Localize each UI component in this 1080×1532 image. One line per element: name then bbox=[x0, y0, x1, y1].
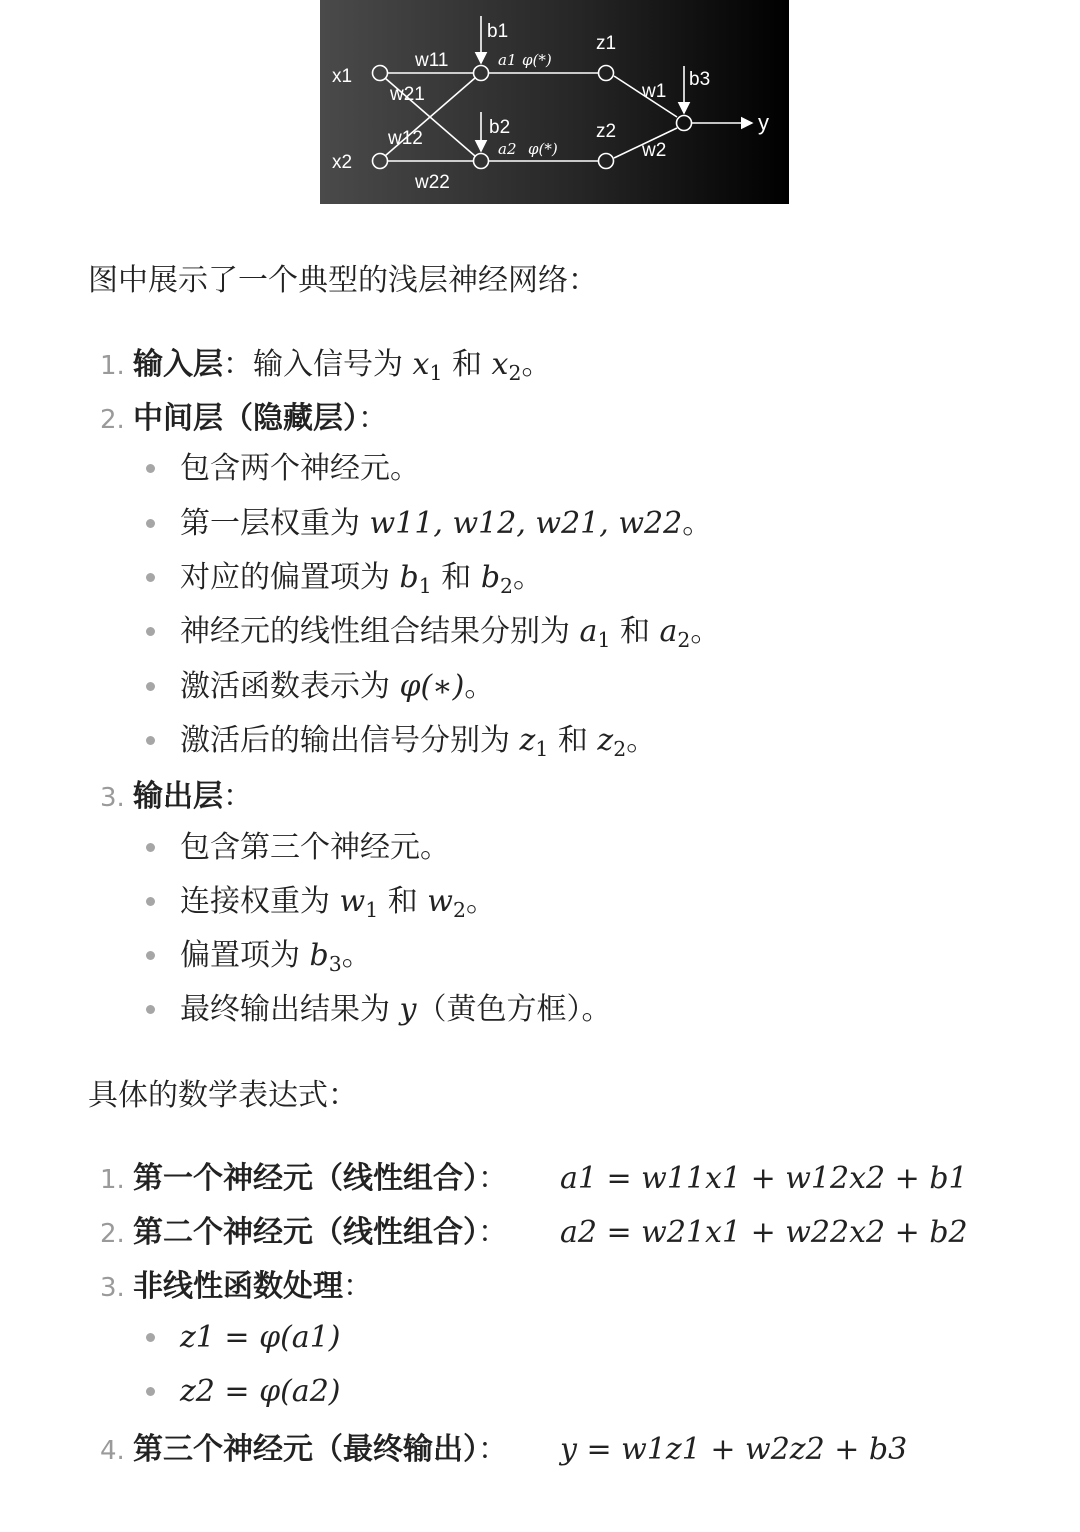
label-phi1: φ(*) bbox=[522, 51, 552, 69]
bullet bbox=[146, 627, 155, 636]
bullet bbox=[146, 1387, 155, 1396]
list2-item-neuron-2: 第二个神经元（线性组合）： bbox=[133, 1215, 508, 1250]
bullet bbox=[146, 519, 155, 528]
math-phi: φ(∗) bbox=[399, 669, 465, 704]
intro-text: 图中展示了一个典型的浅层神经网络： bbox=[88, 263, 598, 298]
math-b1: $b_1$ bbox=[399, 560, 432, 599]
label-x2: x2 bbox=[332, 152, 353, 173]
label-x1: x1 bbox=[332, 66, 353, 87]
label-b3: b3 bbox=[689, 69, 711, 90]
bullet bbox=[146, 573, 155, 582]
label-w12: w12 bbox=[388, 128, 423, 149]
math-weights-w11-w22: w11, w12, w21, w22 bbox=[369, 506, 683, 541]
math-b2: $b_2$ bbox=[480, 560, 514, 599]
label-a2: a2 bbox=[498, 140, 517, 158]
equation-a2: a2 = w21x1 + w22x2 + b2 bbox=[560, 1215, 968, 1250]
bullet bbox=[146, 843, 155, 852]
math-y: y bbox=[399, 992, 417, 1027]
bullet bbox=[146, 464, 155, 473]
label-w11: w11 bbox=[415, 50, 449, 71]
equation-y: y = w1z1 + w2z2 + b3 bbox=[560, 1432, 908, 1467]
label-z2: z2 bbox=[596, 121, 617, 142]
math-a2: $a_2$ bbox=[659, 614, 691, 653]
math-z2: $z_2$ bbox=[597, 723, 627, 762]
list2-num-4: 4. bbox=[100, 1436, 125, 1466]
list1-num-2: 2. bbox=[100, 405, 125, 435]
input-layer-title: 输入层 bbox=[133, 347, 223, 382]
output-item-2: 连接权重为 $w_1$ 和 $w_2$。 bbox=[180, 884, 496, 923]
label-w1: w1 bbox=[642, 81, 667, 102]
hidden-item-1: 包含两个神经元。 bbox=[180, 451, 420, 486]
bullet bbox=[146, 682, 155, 691]
neuron-3-title: 第三个神经元（最终输出） bbox=[133, 1432, 478, 1467]
math-w2: $w_2$ bbox=[427, 884, 466, 923]
label-z1: z1 bbox=[596, 33, 617, 54]
label-b1: b1 bbox=[487, 21, 509, 42]
equation-z1: z1 = φ(a1) bbox=[180, 1320, 341, 1355]
label-a1: a1 bbox=[498, 51, 517, 69]
math-b3: $b_3$ bbox=[309, 938, 342, 977]
list1-item-output-layer: 输出层： bbox=[133, 779, 253, 814]
list2-item-neuron-1: 第一个神经元（线性组合）： bbox=[133, 1161, 508, 1196]
bullet bbox=[146, 736, 155, 745]
hidden-layer-title: 中间层（隐藏层） bbox=[133, 401, 358, 436]
neural-network-diagram bbox=[320, 0, 789, 204]
nonlinear-title: 非线性函数处理 bbox=[133, 1269, 343, 1304]
neuron-2-title: 第二个神经元（线性组合） bbox=[133, 1215, 478, 1250]
list2-num-3: 3. bbox=[100, 1273, 125, 1303]
equation-a1: a1 = w11x1 + w12x2 + b1 bbox=[560, 1161, 968, 1196]
math-x2: $x_2$ bbox=[491, 347, 522, 386]
math-x1: $x_1$ bbox=[412, 347, 443, 386]
output-item-3: 偏置项为 $b_3$。 bbox=[180, 938, 372, 977]
math-z1: $z_1$ bbox=[519, 723, 549, 762]
math-w1: $w_1$ bbox=[339, 884, 379, 923]
label-phi2: φ(*) bbox=[528, 140, 558, 158]
list1-item-hidden-layer: 中间层（隐藏层）： bbox=[133, 401, 388, 436]
label-w2: w2 bbox=[642, 140, 667, 161]
list2-item-nonlinear: 非线性函数处理： bbox=[133, 1269, 373, 1304]
bullet bbox=[146, 1005, 155, 1014]
hidden-item-4: 神经元的线性组合结果分别为 $a_1$ 和 $a_2$。 bbox=[180, 614, 721, 653]
bullet bbox=[146, 951, 155, 960]
list2-num-1: 1. bbox=[100, 1165, 125, 1195]
label-b2: b2 bbox=[489, 117, 511, 138]
neuron-1-title: 第一个神经元（线性组合） bbox=[133, 1161, 478, 1196]
math-intro-text: 具体的数学表达式： bbox=[88, 1078, 358, 1113]
and-text: 和 bbox=[442, 347, 492, 382]
hidden-item-6: 激活后的输出信号分别为 $z_1$ 和 $z_2$。 bbox=[180, 723, 657, 762]
list2-num-2: 2. bbox=[100, 1219, 125, 1249]
list1-num-3: 3. bbox=[100, 783, 125, 813]
math-a1: $a_1$ bbox=[579, 614, 611, 653]
hidden-item-5: 激活函数表示为 φ(∗)。 bbox=[180, 669, 495, 704]
output-layer-title: 输出层 bbox=[133, 779, 223, 814]
equation-z2: z2 = φ(a2) bbox=[180, 1374, 341, 1409]
bullet bbox=[146, 1333, 155, 1342]
output-item-1: 包含第三个神经元。 bbox=[180, 830, 450, 865]
hidden-item-2: 第一层权重为 w11, w12, w21, w22。 bbox=[180, 506, 713, 541]
label-w21: w21 bbox=[390, 84, 425, 105]
hidden-item-3: 对应的偏置项为 $b_1$ 和 $b_2$。 bbox=[180, 560, 544, 599]
list2-item-neuron-3: 第三个神经元（最终输出）： bbox=[133, 1432, 508, 1467]
bullet bbox=[146, 897, 155, 906]
list1-num-1: 1. bbox=[100, 351, 125, 381]
list1-item-input-layer: 输入层：输入信号为 $x_1$ 和 $x_2$。 bbox=[133, 347, 552, 386]
input-layer-text: ：输入信号为 bbox=[223, 347, 413, 382]
label-y: y bbox=[758, 110, 769, 135]
output-item-4: 最终输出结果为 y（黄色方框）。 bbox=[180, 992, 612, 1027]
label-w22: w22 bbox=[415, 172, 450, 193]
